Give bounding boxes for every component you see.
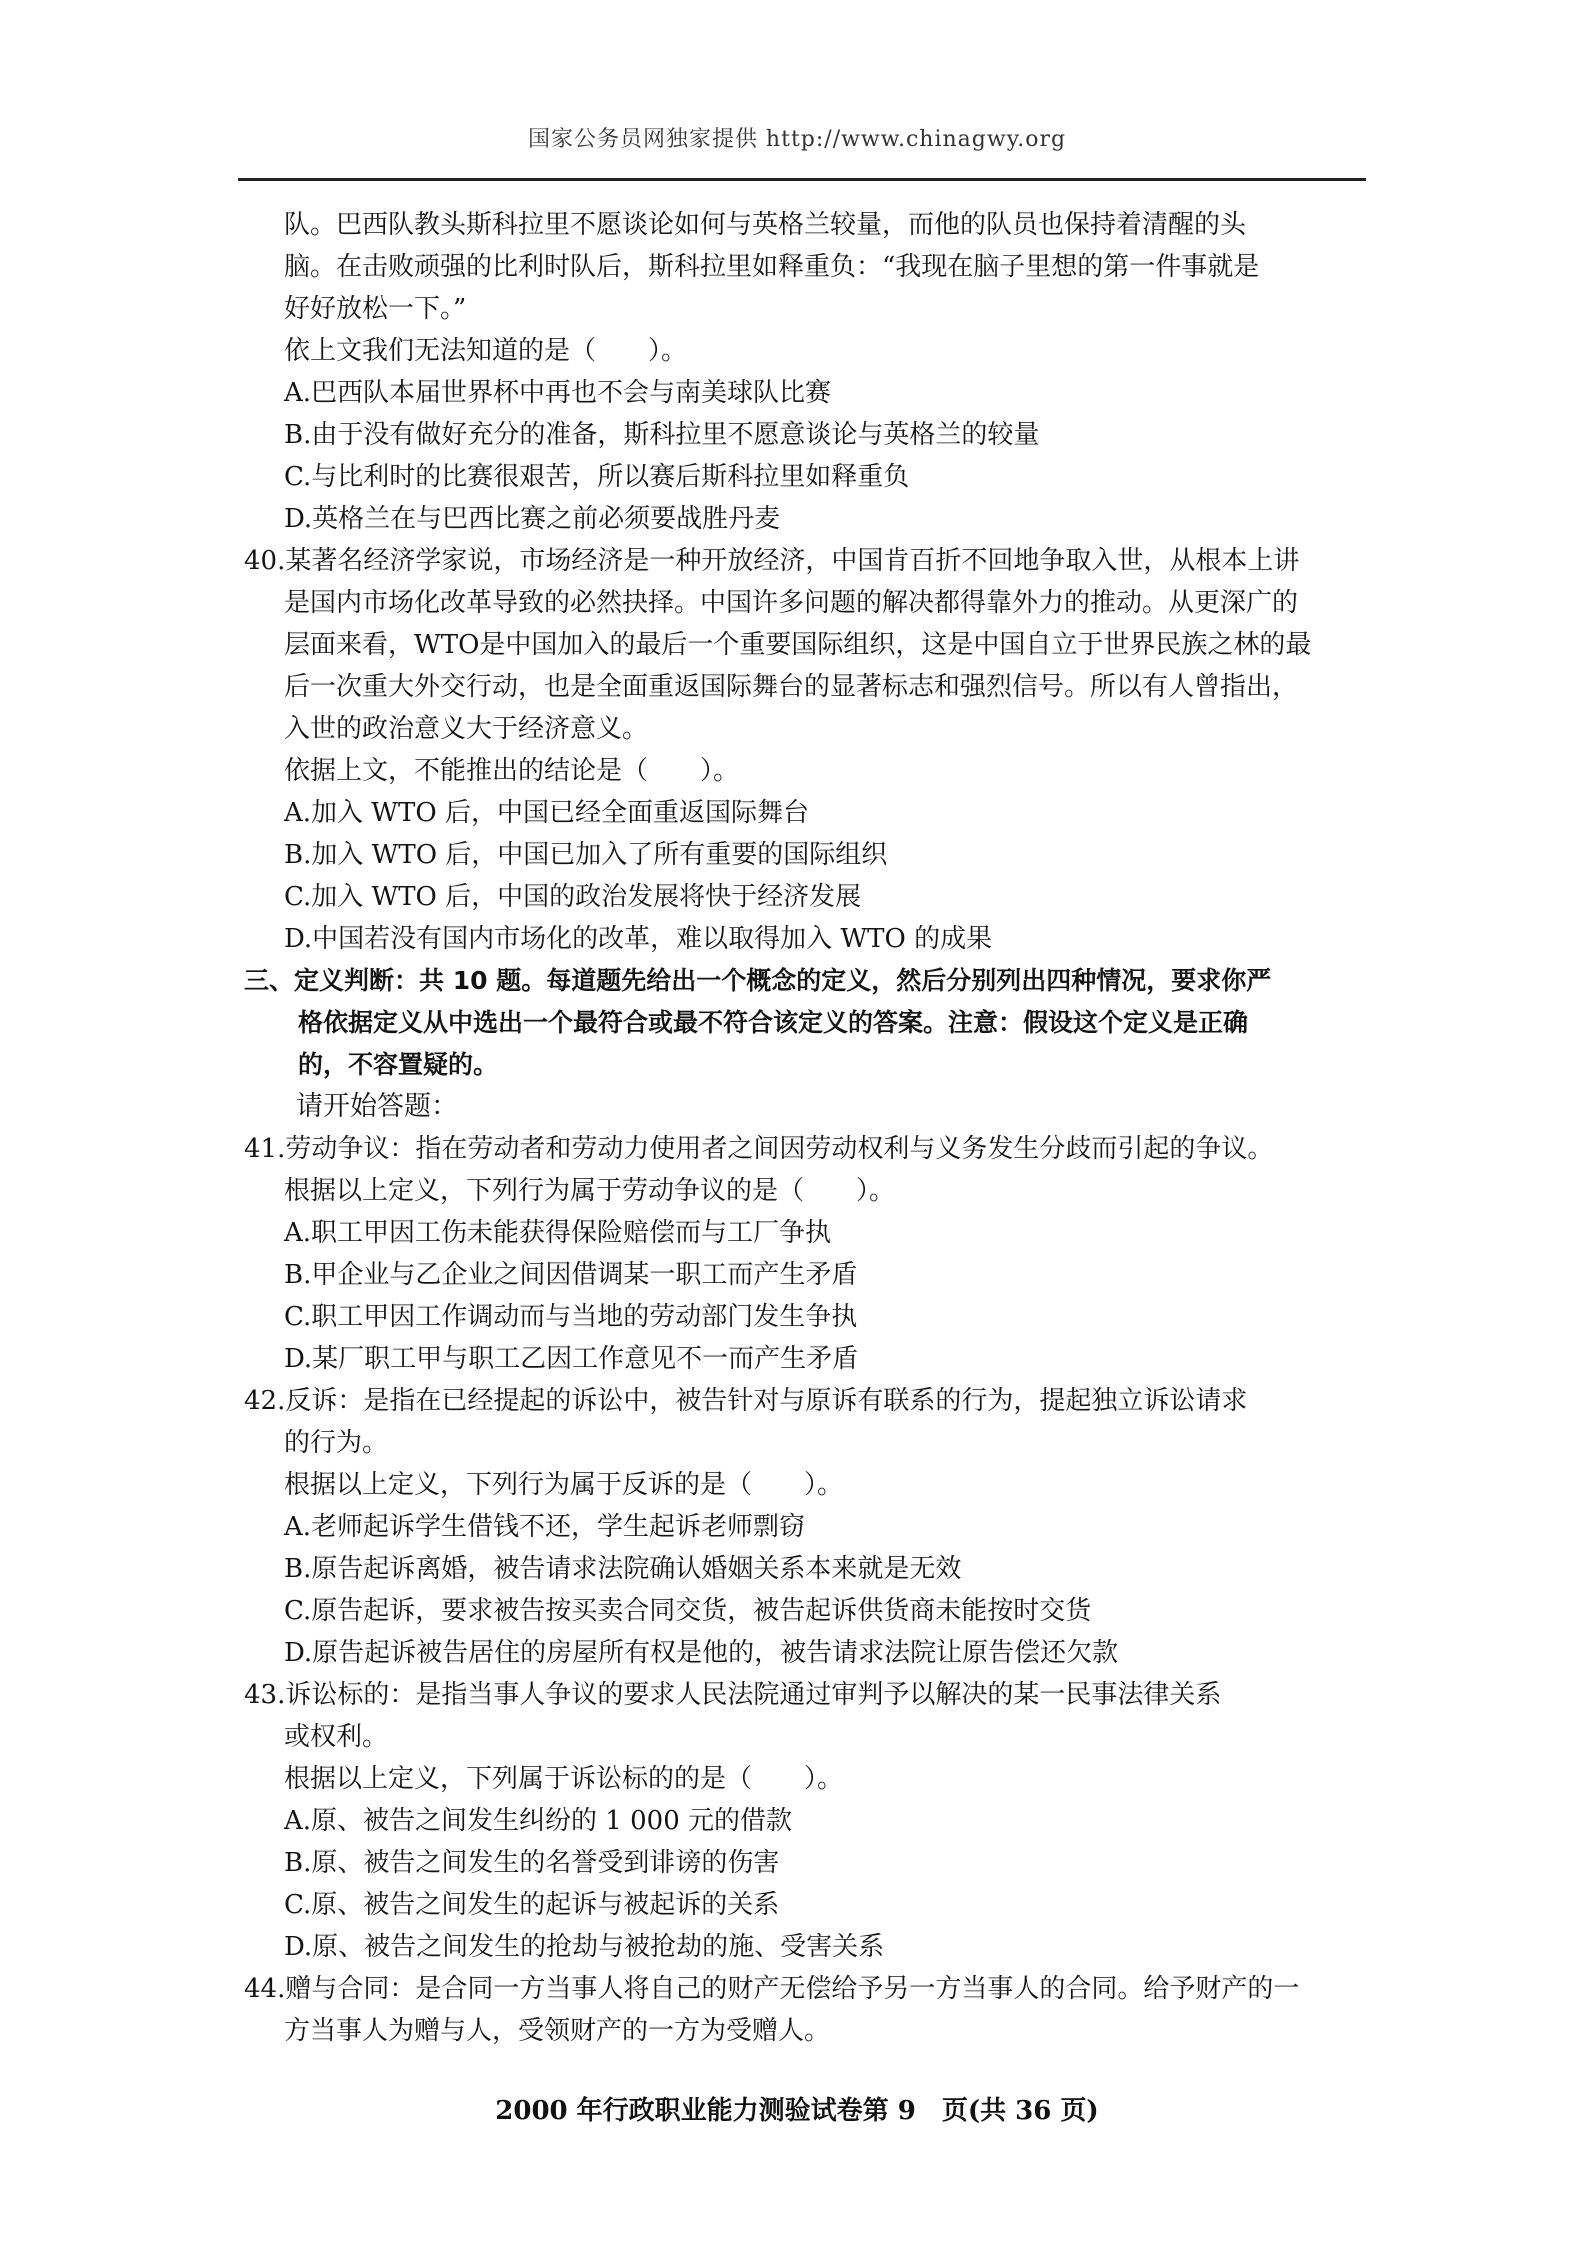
section-instructions: 的，不容置疑的。: [298, 1050, 499, 1079]
question-prompt: 根据以上定义，下列行为属于反诉的是（ ）。: [284, 1470, 844, 1500]
question-44: 44.赠与合同：是合同一方当事人将自己的财产无偿给予另一方当事人的合同。给予财产的一: [244, 1974, 1300, 2004]
question-42: 42.反诉：是指在已经提起的诉讼中，被告针对与原诉有联系的行为，提起独立诉讼请求: [244, 1386, 1248, 1416]
text-line: 层面来看，WTO是中国加入的最后一个重要国际组织，这是中国自立于世界民族之林的最: [284, 630, 1312, 660]
option-d: D.原、被告之间发生的抢劫与被抢劫的施、受害关系: [284, 1932, 885, 1962]
document-body: [244, 204, 1369, 2052]
option-b: B.加入 WTO 后，中国已加入了所有重要的国际组织: [284, 840, 888, 870]
option-a: A.原、被告之间发生纠纷的 1 000 元的借款: [284, 1806, 793, 1836]
option-b: B.由于没有做好充分的准备，斯科拉里不愿意谈论与英格兰的较量: [284, 420, 1040, 450]
option-d: D.英格兰在与巴西比赛之前必须要战胜丹麦: [284, 504, 781, 534]
option-d: D.某厂职工甲与职工乙因工作意见不一而产生矛盾: [284, 1344, 859, 1374]
option-c: C.与比利时的比赛很艰苦，所以赛后斯科拉里如释重负: [284, 462, 910, 492]
header-divider: [238, 178, 1366, 181]
text-line: 方当事人为赠与人，受领财产的一方为受赠人。: [284, 2016, 831, 2046]
text-line: 好好放松一下。”: [284, 294, 467, 324]
question-40: 40.某著名经济学家说，市场经济是一种开放经济，中国肯百折不回地争取入世，从根本上讲: [244, 546, 1300, 576]
text-line: 脑。在击败顽强的比利时队后，斯科拉里如释重负：“我现在脑子里想的第一件事就是: [284, 252, 1260, 282]
option-d: D.中国若没有国内市场化的改革，难以取得加入 WTO 的成果: [284, 924, 993, 954]
option-c: C.原告起诉，要求被告按买卖合同交货，被告起诉供货商未能按时交货: [284, 1596, 1092, 1626]
option-b: B.原告起诉离婚，被告请求法院确认婚姻关系本来就是无效: [284, 1554, 962, 1584]
section-heading: 三、定义判断：共 10 题。每道题先给出一个概念的定义，然后分别列出四种情况，要求你严: [244, 966, 1272, 995]
question-prompt: 根据以上定义，下列行为属于劳动争议的是（ ）。: [284, 1176, 896, 1206]
text-line: 队。巴西队教头斯科拉里不愿谈论如何与英格兰较量，而他的队员也保持着清醒的头: [284, 210, 1247, 240]
option-a: A.加入 WTO 后，中国已经全面重返国际舞台: [284, 798, 809, 828]
option-a: A.老师起诉学生借钱不还，学生起诉老师剽窃: [284, 1512, 806, 1542]
option-a: A.巴西队本届世界杯中再也不会与南美球队比赛: [284, 378, 832, 408]
option-d: D.原告起诉被告居住的房屋所有权是他的，被告请求法院让原告偿还欠款: [284, 1638, 1119, 1668]
question-43: 43.诉讼标的：是指当事人争议的要求人民法院通过审判予以解决的某一民事法律关系: [244, 1680, 1222, 1710]
option-c: C.职工甲因工作调动而与当地的劳动部门发生争执: [284, 1302, 858, 1332]
page-footer: 2000 年行政职业能力测验试卷第 9 页(共 36 页): [495, 2096, 1099, 2126]
text-line: 的行为。: [284, 1428, 389, 1458]
section-instructions: 格依据定义从中选出一个最符合或最不符合该定义的答案。注意：假设这个定义是正确: [298, 1008, 1249, 1037]
question-prompt: 依据上文，不能推出的结论是（ ）。: [284, 756, 740, 786]
option-b: B.原、被告之间发生的名誉受到诽谤的伤害: [284, 1848, 780, 1878]
text-line: 后一次重大外交行动，也是全面重返国际舞台的显著标志和强烈信号。所以有人曾指出，: [284, 672, 1299, 702]
text-line: 是国内市场化改革导致的必然抉择。中国许多问题的解决都得靠外力的推动。从更深广的: [284, 588, 1299, 618]
option-b: B.甲企业与乙企业之间因借调某一职工而产生矛盾: [284, 1260, 858, 1290]
page-header: 国家公务员网独家提供 http://www.chinagwy.org: [527, 127, 1067, 152]
start-prompt: 请开始答题：: [296, 1091, 458, 1122]
question-prompt: 依上文我们无法知道的是（ ）。: [284, 336, 688, 366]
question-41: 41.劳动争议：指在劳动者和劳动力使用者之间因劳动权利与义务发生分歧而引起的争议。: [244, 1134, 1274, 1164]
option-c: C.原、被告之间发生的起诉与被起诉的关系: [284, 1890, 780, 1920]
question-prompt: 根据以上定义，下列属于诉讼标的的是（ ）。: [284, 1764, 844, 1794]
option-c: C.加入 WTO 后，中国的政治发展将快于经济发展: [284, 882, 862, 912]
text-line: 入世的政治意义大于经济意义。: [284, 714, 649, 744]
option-a: A.职工甲因工伤未能获得保险赔偿而与工厂争执: [284, 1218, 832, 1248]
text-line: 或权利。: [284, 1722, 389, 1752]
